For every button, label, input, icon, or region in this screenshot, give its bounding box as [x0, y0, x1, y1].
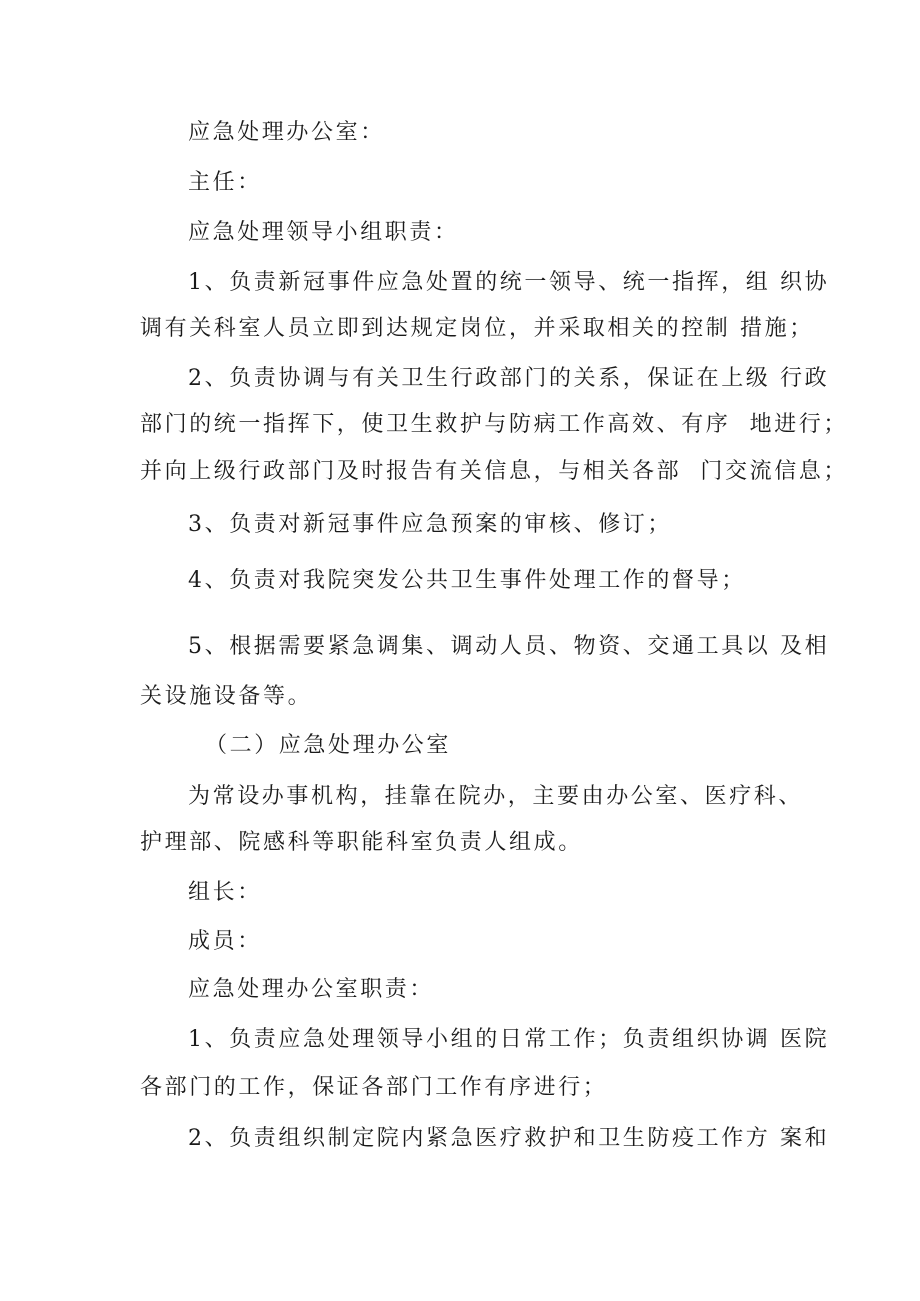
duty-5-line-1: 5、根据需要紧急调集、调动人员、物资、交通工具以 及相	[188, 634, 830, 659]
office-duty-1-line-1: 1、负责应急处理领导小组的日常工作；负责组织协调 医院	[188, 1027, 830, 1052]
office-desc-line-1: 为常设办事机构，挂靠在院办，主要由办公室、医疗科、	[188, 784, 804, 809]
director-label: 主任：	[188, 170, 262, 195]
office-duty-2-line-1: 2、负责组织制定院内紧急医疗救护和卫生防疫工作方 案和	[188, 1126, 830, 1151]
duty-1-line-1: 1、负责新冠事件应急处置的统一领导、统一指挥，组 织协	[188, 270, 830, 295]
office-desc-line-2: 护理部、院感科等职能科室负责人组成。	[140, 830, 583, 855]
duty-3: 3、负责对新冠事件应急预案的审核、修订；	[188, 512, 672, 537]
office-duties-title: 应急处理办公室职责：	[188, 977, 435, 1002]
leadership-duties-title: 应急处理领导小组职责：	[188, 220, 459, 245]
members-label: 成员：	[188, 929, 262, 954]
duty-4: 4、负责对我院突发公共卫生事件处理工作的督导；	[188, 568, 746, 593]
duty-2-line-2: 部门的统一指挥下，使卫生救护与防病工作高效、有序 地进行；	[140, 412, 848, 437]
duty-2-line-3: 并向上级行政部门及时报告有关信息，与相关各部 门交流信息；	[140, 459, 848, 484]
office-heading: 应急处理办公室：	[188, 120, 385, 145]
section-heading-office: （二）应急处理办公室	[205, 733, 452, 758]
duty-5-line-2: 关设施设备等。	[140, 684, 313, 709]
group-leader-label: 组长：	[188, 880, 262, 905]
duty-2-line-1: 2、负责协调与有关卫生行政部门的关系，保证在上级 行政	[188, 366, 830, 391]
office-duty-1-line-2: 各部门的工作，保证各部门工作有序进行；	[140, 1075, 608, 1100]
duty-1-line-2: 调有关科室人员立即到达规定岗位，并采取相关的控制 措施；	[140, 316, 814, 341]
